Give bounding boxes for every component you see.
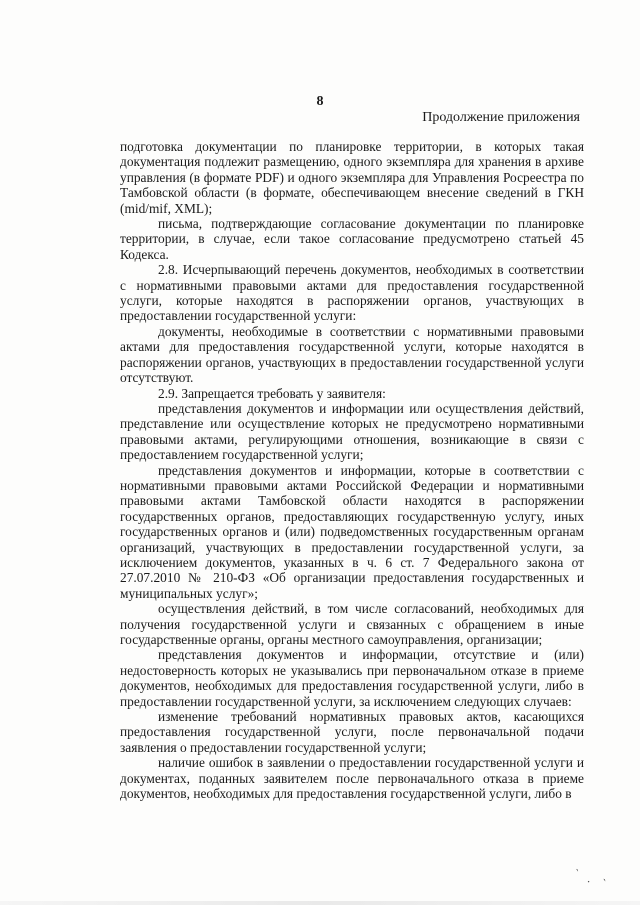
paragraph: изменение требований нормативных правовых актов, касающихся предоставления государственной услуги, после первоначальной подачи заявления о предоставлении государственной услуги; xyxy=(120,709,584,755)
paragraph: подготовка документации по планировке территории, в которых такая документация подлежит размещению, одного экземпляра для хранения в архиве управления (в формате PDF) и одного экземпляра для Управления Росреестра по Тамбовской области (в формате, обеспечивающем внесение сведений в ГКН (mid/mif, XML); xyxy=(120,139,584,216)
paragraph: 2.8. Исчерпывающий перечень документов, необходимых в соответствии с нормативными правовыми актами для предоставления государственной услуги, которые находятся в распоряжении органов, участвующих в предоставлении государственной услуги: xyxy=(120,262,584,324)
paragraph: письма, подтверждающие согласование документации по планировке территории, в случае, если такое согласование предусмотрено статьей 45 Кодекса. xyxy=(120,216,584,262)
paragraph: осуществления действий, в том числе согласований, необходимых для получения государственной услуги и связанных с обращением в иные государственные органы, органы местного самоуправления, организации; xyxy=(120,601,584,647)
paragraph: документы, необходимые в соответствии с нормативными правовыми актами для предоставления государственной услуги, которые находятся в распоряжении органов, участвующих в предоставлении государственной услуги отсутствуют. xyxy=(120,323,584,386)
paragraph: 2.9. Запрещается требовать у заявителя: xyxy=(158,385,386,401)
paragraph: представления документов и информации или осуществления действий, представление или осуществление которых не предусмотрено нормативными правовыми актами, регулирующими отношения, возникающие в связи с предоставлением государственной услуги; xyxy=(120,400,584,463)
document-body xyxy=(120,139,584,801)
page-number: 8 xyxy=(316,94,324,109)
paragraph: наличие ошибок в заявлении о предоставлении государственной услуги и документах, поданных заявителем после первоначального отказа в приеме документов, необходимых для предоставления государственной услуги, либо в xyxy=(120,755,584,802)
paragraph: представления документов и информации, которые в соответствии с нормативными правовыми актами Российской Федерации и нормативными правовыми актами Тамбовской области находятся в распоряжении государственных органов, предоставляющих государственную услугу, иных государственных органов и (или) подведомственных государственным органам организаций, участвующих в предоставлении государственной услуги, за исключением документов, указанных в ч. 6 ст. 7 Федерального закона от 27.07.2010 № 210-ФЗ «Об организации предоставления государственных и муниципальных услуг»; xyxy=(120,462,584,601)
paragraph: представления документов и информации, отсутствие и (или) недостоверность которых не указывались при первоначальном отказе в приеме документов, необходимых для предоставления государственной услуги, либо в предоставлении государственной услуги, за исключением следующих случаев: xyxy=(120,647,584,709)
appendix-continuation-note: Продолжение приложения xyxy=(422,110,580,125)
page-edge xyxy=(0,901,640,905)
scan-artifact: ` . ` xyxy=(571,866,612,892)
